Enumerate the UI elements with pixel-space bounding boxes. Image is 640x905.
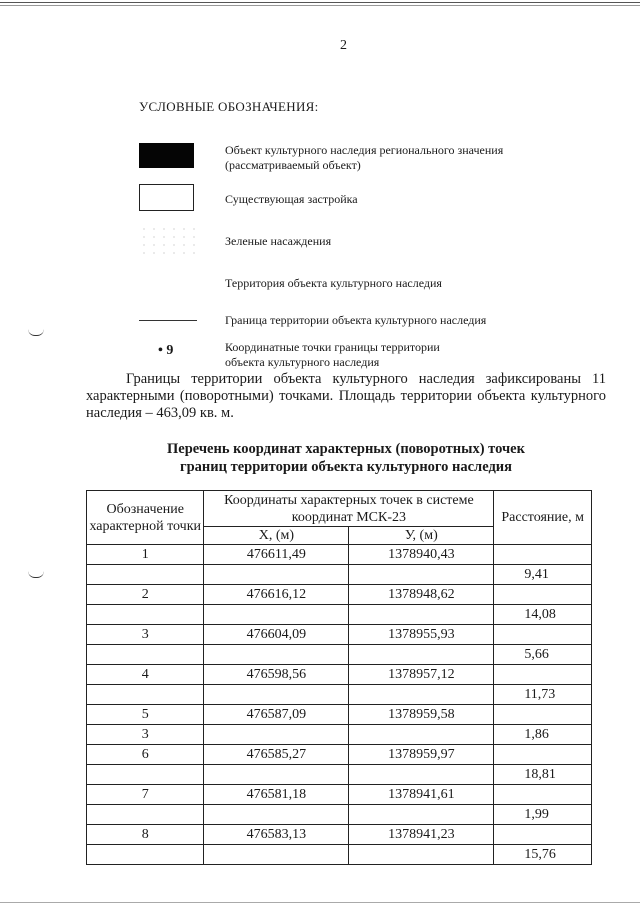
cell-point — [87, 605, 204, 625]
cell-y — [349, 765, 494, 785]
legend-symbol-coordinate-point: • 9 — [158, 343, 174, 358]
page-number: 2 — [340, 38, 347, 53]
area-paragraph: Границы территории объекта культурного наследия зафиксированы 11 характерными (поворотными) точками. Площадь территории объекта культурного наследия – 463,09 кв. м. — [86, 371, 606, 421]
cell-distance — [494, 665, 592, 685]
cell-x — [204, 685, 349, 705]
cell-x: 476598,56 — [204, 665, 349, 685]
cell-point — [87, 805, 204, 825]
coordinates-table — [86, 490, 592, 865]
table-row — [87, 585, 592, 605]
cell-y: 1378955,93 — [349, 625, 494, 645]
table-heading — [86, 440, 606, 476]
cell-x: 476587,09 — [204, 705, 349, 725]
cell-y: 1378959,58 — [349, 705, 494, 725]
cell-distance: 14,08 — [494, 605, 592, 625]
cell-point: 1 — [87, 545, 204, 565]
legend-item-line: Координатные точки границы территории — [225, 340, 440, 354]
cell-x: 476611,49 — [204, 545, 349, 565]
cell-distance — [494, 545, 592, 565]
table-row — [87, 805, 592, 825]
cell-distance — [494, 825, 592, 845]
cell-x — [204, 805, 349, 825]
legend-item-line: (рассматриваемый объект) — [225, 158, 361, 172]
table-row — [87, 785, 592, 805]
cell-distance — [494, 585, 592, 605]
cell-y: 1378948,62 — [349, 585, 494, 605]
legend-item-line: Объект культурного наследия регионального значения — [225, 143, 504, 157]
table-row — [87, 625, 592, 645]
legend-symbol-heritage-object — [139, 143, 194, 168]
table-row — [87, 545, 592, 565]
table-row — [87, 705, 592, 725]
cell-point — [87, 685, 204, 705]
cell-y — [349, 725, 494, 745]
cell-x — [204, 565, 349, 585]
header-coordinates: Координаты характерных точек в системе координат МСК-23 — [204, 491, 494, 527]
cell-y — [349, 645, 494, 665]
cell-x — [204, 645, 349, 665]
cell-distance: 1,86 — [494, 725, 592, 745]
cell-point: 6 — [87, 745, 204, 765]
header-point-designation: Обозначение характерной точки — [87, 491, 204, 545]
legend-symbol-green-spaces — [139, 225, 197, 255]
cell-distance: 9,41 — [494, 565, 592, 585]
margin-binding-mark — [28, 571, 44, 578]
cell-y — [349, 605, 494, 625]
legend-item-coordinate-points — [225, 340, 440, 370]
cell-point: 2 — [87, 585, 204, 605]
cell-y: 1378940,43 — [349, 545, 494, 565]
scan-top-edge-2 — [0, 5, 640, 6]
cell-x — [204, 845, 349, 865]
table-row — [87, 565, 592, 585]
cell-x — [204, 725, 349, 745]
cell-point — [87, 845, 204, 865]
cell-y — [349, 805, 494, 825]
legend-item-heritage-territory: Территория объекта культурного наследия — [225, 276, 442, 290]
table-row — [87, 685, 592, 705]
table-row — [87, 765, 592, 785]
scan-bottom-edge — [0, 902, 640, 903]
cell-y — [349, 845, 494, 865]
table-row — [87, 825, 592, 845]
cell-x: 476604,09 — [204, 625, 349, 645]
legend-symbol-existing-buildings — [139, 184, 194, 211]
table-row — [87, 745, 592, 765]
cell-point — [87, 765, 204, 785]
legend-item-existing-buildings: Существующая застройка — [225, 192, 358, 206]
cell-y: 1378957,12 — [349, 665, 494, 685]
cell-point: 3 — [87, 725, 204, 745]
coordinates-table-body — [87, 545, 592, 865]
table-row — [87, 725, 592, 745]
cell-distance — [494, 785, 592, 805]
header-distance: Расстояние, м — [494, 491, 592, 545]
scan-top-edge — [0, 2, 640, 3]
table-heading-line: границ территории объекта культурного наследия — [180, 459, 512, 475]
cell-point: 4 — [87, 665, 204, 685]
legend-item-heritage-object — [225, 143, 503, 173]
cell-point — [87, 645, 204, 665]
table-row — [87, 645, 592, 665]
legend-title: УСЛОВНЫЕ ОБОЗНАЧЕНИЯ: — [139, 99, 319, 114]
header-x: X, (м) — [204, 527, 349, 545]
legend-item-boundary: Граница территории объекта культурного наследия — [225, 313, 487, 327]
cell-distance — [494, 745, 592, 765]
cell-x: 476583,13 — [204, 825, 349, 845]
cell-x: 476581,18 — [204, 785, 349, 805]
table-heading-line: Перечень координат характерных (поворотных) точек — [167, 441, 525, 457]
cell-point: 5 — [87, 705, 204, 725]
cell-distance: 11,73 — [494, 685, 592, 705]
table-row — [87, 845, 592, 865]
cell-y: 1378959,97 — [349, 745, 494, 765]
cell-point — [87, 565, 204, 585]
legend-item-green-spaces: Зеленые насаждения — [225, 234, 332, 248]
cell-distance — [494, 625, 592, 645]
cell-point: 3 — [87, 625, 204, 645]
cell-point: 7 — [87, 785, 204, 805]
cell-x: 476585,27 — [204, 745, 349, 765]
cell-point: 8 — [87, 825, 204, 845]
cell-distance — [494, 705, 592, 725]
legend-item-line: объекта культурного наследия — [225, 355, 380, 369]
cell-distance: 18,81 — [494, 765, 592, 785]
cell-x: 476616,12 — [204, 585, 349, 605]
cell-distance: 5,66 — [494, 645, 592, 665]
table-row — [87, 665, 592, 685]
margin-binding-mark — [28, 329, 44, 336]
header-y: У, (м) — [349, 527, 494, 545]
cell-y — [349, 565, 494, 585]
cell-y: 1378941,23 — [349, 825, 494, 845]
table-row — [87, 605, 592, 625]
cell-y: 1378941,61 — [349, 785, 494, 805]
cell-x — [204, 765, 349, 785]
cell-x — [204, 605, 349, 625]
legend-symbol-boundary-line — [139, 320, 197, 321]
cell-y — [349, 685, 494, 705]
cell-distance: 1,99 — [494, 805, 592, 825]
cell-distance: 15,76 — [494, 845, 592, 865]
